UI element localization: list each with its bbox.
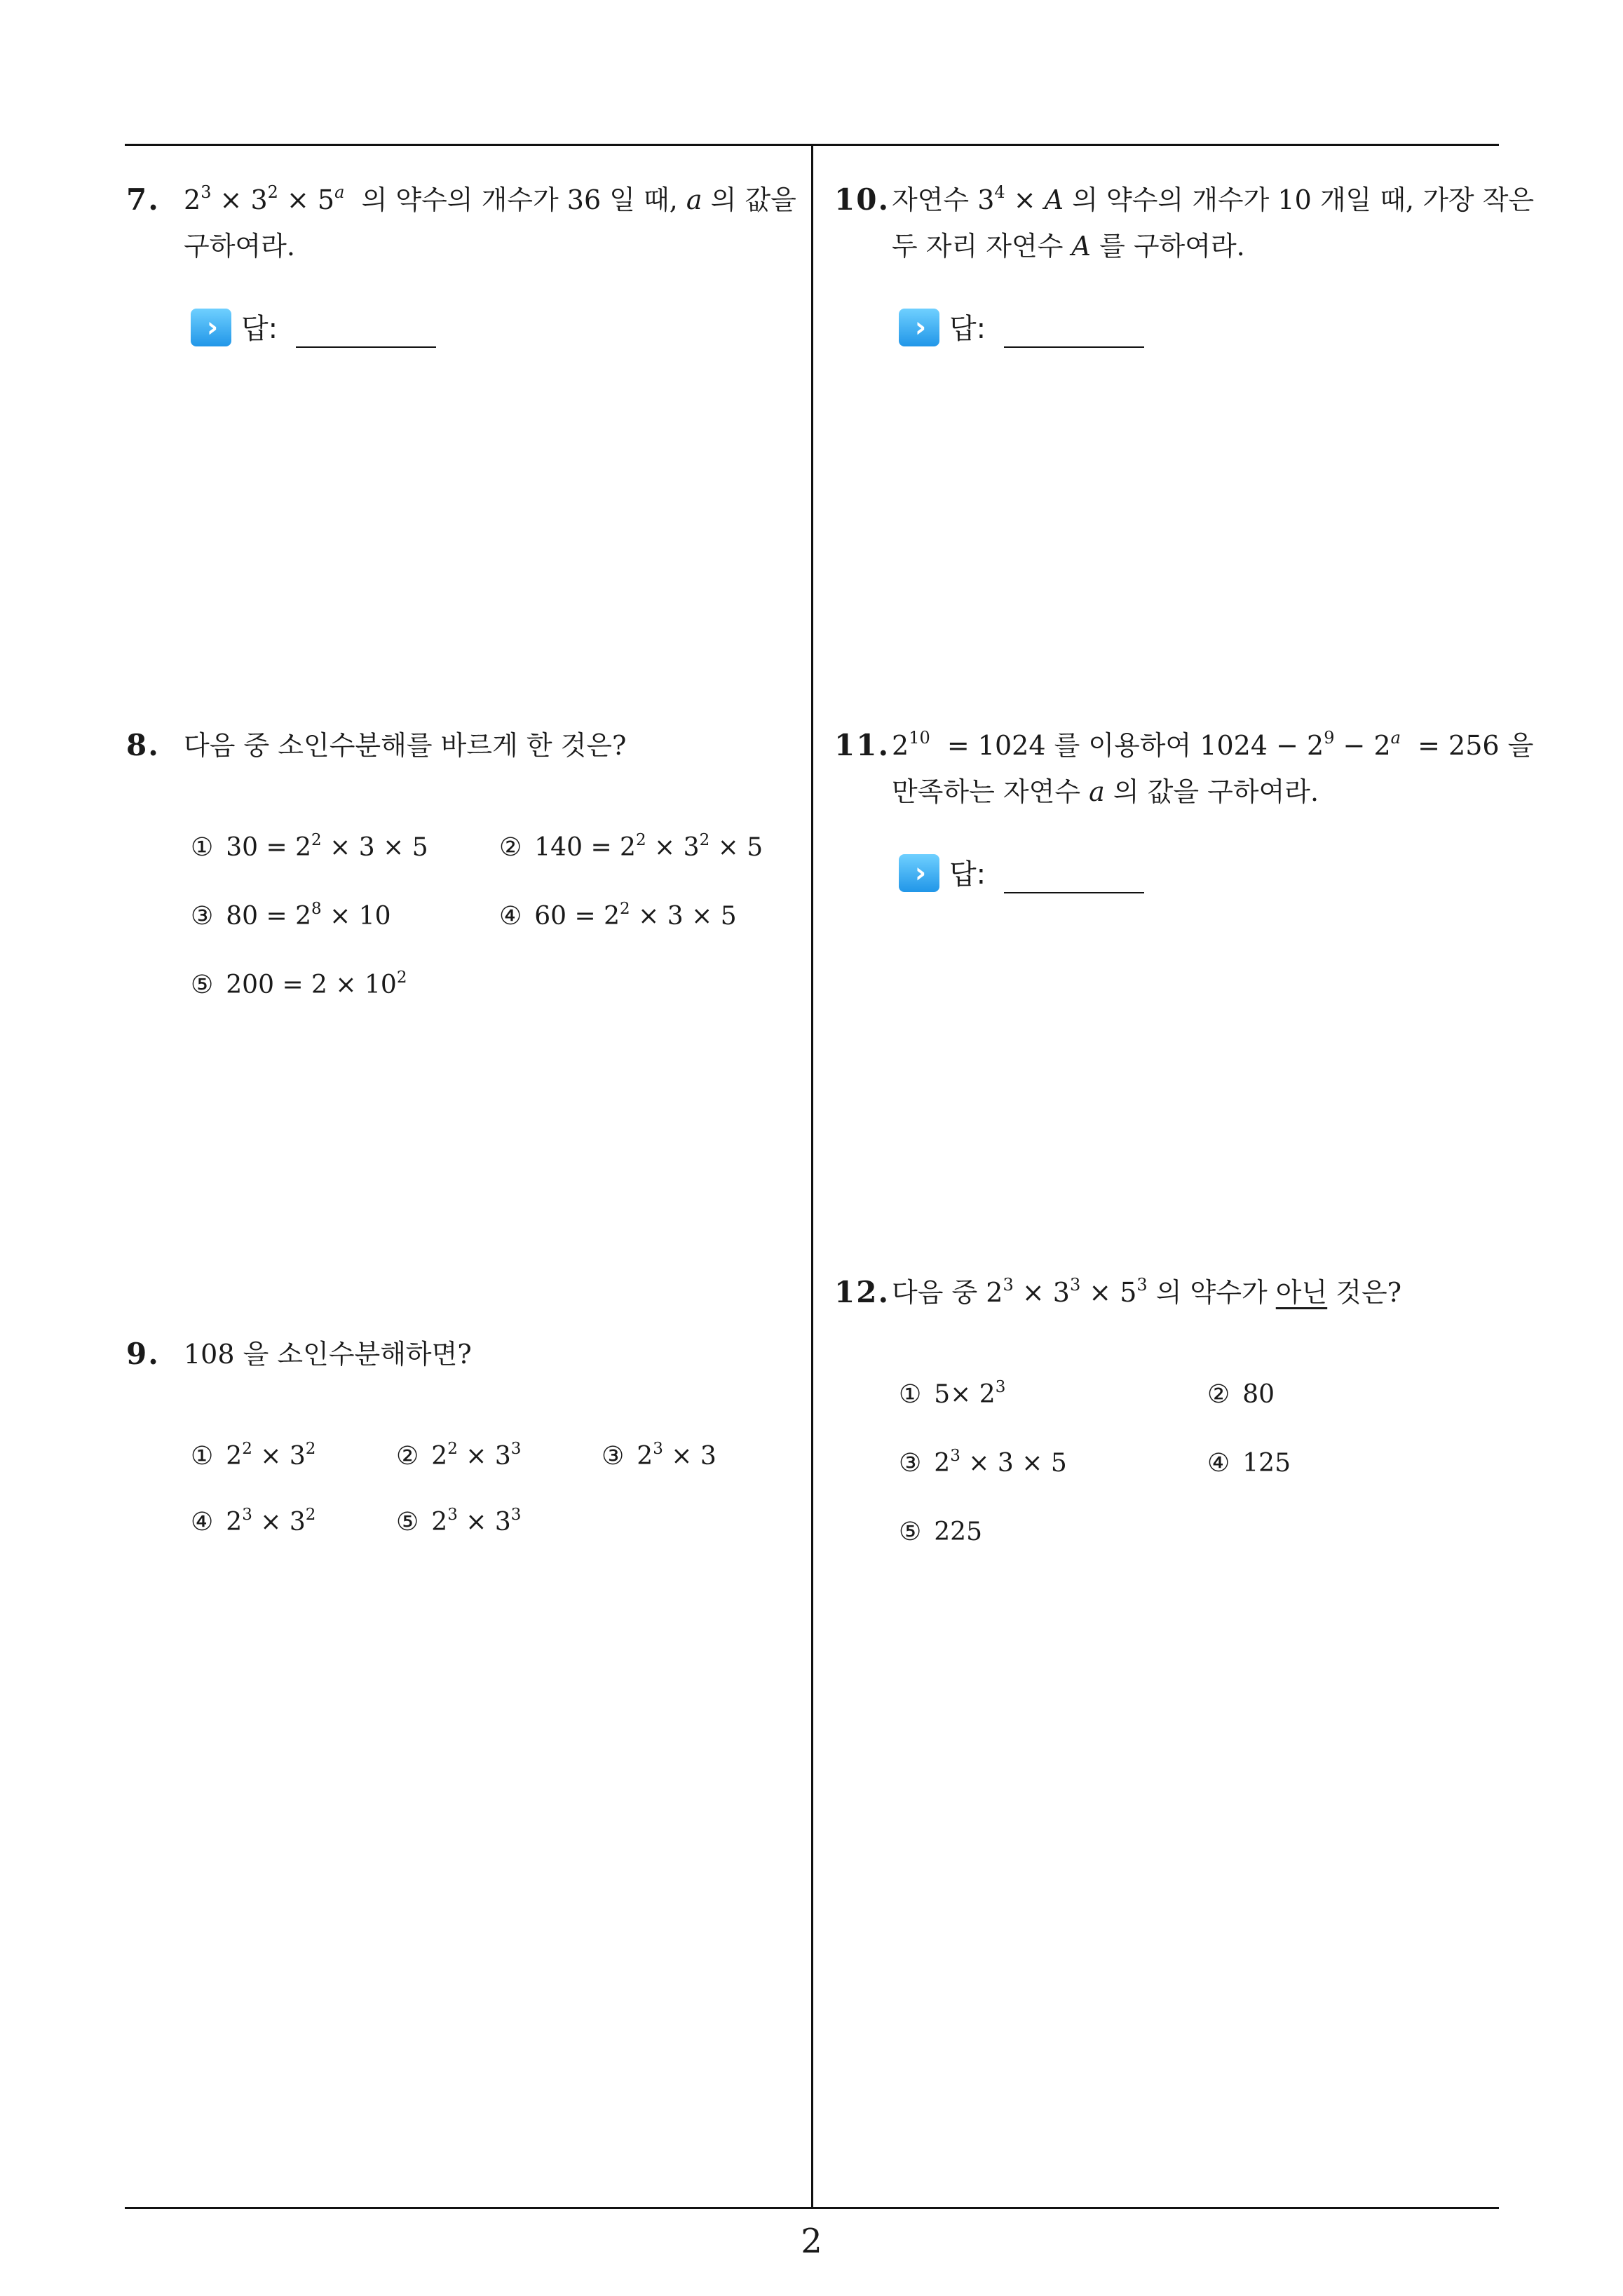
choice-3[interactable]: ③ $80 = 2^8 \times 10$ xyxy=(191,900,391,931)
question-text: 다음 중 소인수분해를 바르게 한 것은? xyxy=(184,730,627,761)
choice-5[interactable]: ⑤ $200 = 2 \times 10^2$ xyxy=(191,968,407,999)
choice-1[interactable]: ① $30 = 2^2 \times 3 \times 5$ xyxy=(191,831,428,862)
page-number: 2 xyxy=(801,2222,822,2261)
question-text-line-2: 만족하는 자연수 a 의 값을 구하여라. xyxy=(892,776,1319,807)
answer-arrow-icon: › xyxy=(899,309,939,346)
question-text-line-2: 두 자리 자연수 A 를 구하여라. xyxy=(892,231,1245,262)
problem-number: 9. xyxy=(126,1337,160,1371)
problem-number: 12. xyxy=(834,1275,890,1309)
answer-label: 답: xyxy=(241,313,278,345)
problem-number: 7. xyxy=(126,182,160,217)
problem-number: 11. xyxy=(834,728,890,762)
answer-blank[interactable] xyxy=(1004,346,1144,348)
answer-label: 답: xyxy=(949,858,986,891)
choice-4[interactable]: ④ 125 xyxy=(1207,1449,1291,1478)
choice-3[interactable]: ③ $2^3 \times 3 \times 5$ xyxy=(899,1447,1067,1478)
answer-arrow-icon: › xyxy=(191,309,231,346)
emphasis-underline: 아닌 xyxy=(1275,1277,1328,1308)
problem-number: 8. xyxy=(126,728,160,762)
question-text: $2^3 \times 3^2 \times 5^a$ 의 약수의 개수가 36 일 때, a 의 값을 xyxy=(184,182,796,215)
choice-2[interactable]: ② 80 xyxy=(1207,1380,1275,1409)
choice-2[interactable]: ② $2^2 \times 3^3$ xyxy=(396,1440,522,1471)
problem-number: 10. xyxy=(834,182,890,217)
question-text: 자연수 $3^4 \times A$ 의 약수의 개수가 10 개일 때, 가장 작은 xyxy=(892,182,1535,215)
answer-blank[interactable] xyxy=(1004,892,1144,893)
question-text: 108 을 소인수분해하면? xyxy=(184,1339,472,1370)
question-text: $2^{10} = 1024$ 를 이용하여 $1024 - 2^9 - 2^a = 256$ 을 xyxy=(892,728,1534,761)
answer-blank[interactable] xyxy=(296,346,436,348)
choice-1[interactable]: ① $2^2 \times 3^2$ xyxy=(191,1440,316,1471)
choice-1[interactable]: ① $5\times 2^3$ xyxy=(899,1378,1006,1409)
question-text: 다음 중 $2^3 \times 3^3 \times 5^3$ 의 약수가 아닌 것은? xyxy=(892,1275,1402,1308)
choice-5[interactable]: ⑤ $2^3 \times 3^3$ xyxy=(396,1506,522,1537)
choice-4[interactable]: ④ $60 = 2^2 \times 3 \times 5$ xyxy=(499,900,737,931)
column-divider xyxy=(811,144,813,2208)
choice-5[interactable]: ⑤ 225 xyxy=(899,1518,982,1546)
answer-arrow-icon: › xyxy=(899,854,939,892)
choice-4[interactable]: ④ $2^3 \times 3^2$ xyxy=(191,1506,316,1537)
question-text-line-2: 구하여라. xyxy=(184,231,295,262)
choice-2[interactable]: ② $140 = 2^2 \times 3^2 \times 5$ xyxy=(499,831,763,862)
answer-label: 답: xyxy=(949,313,986,345)
choice-3[interactable]: ③ $2^3 \times 3$ xyxy=(602,1440,717,1471)
